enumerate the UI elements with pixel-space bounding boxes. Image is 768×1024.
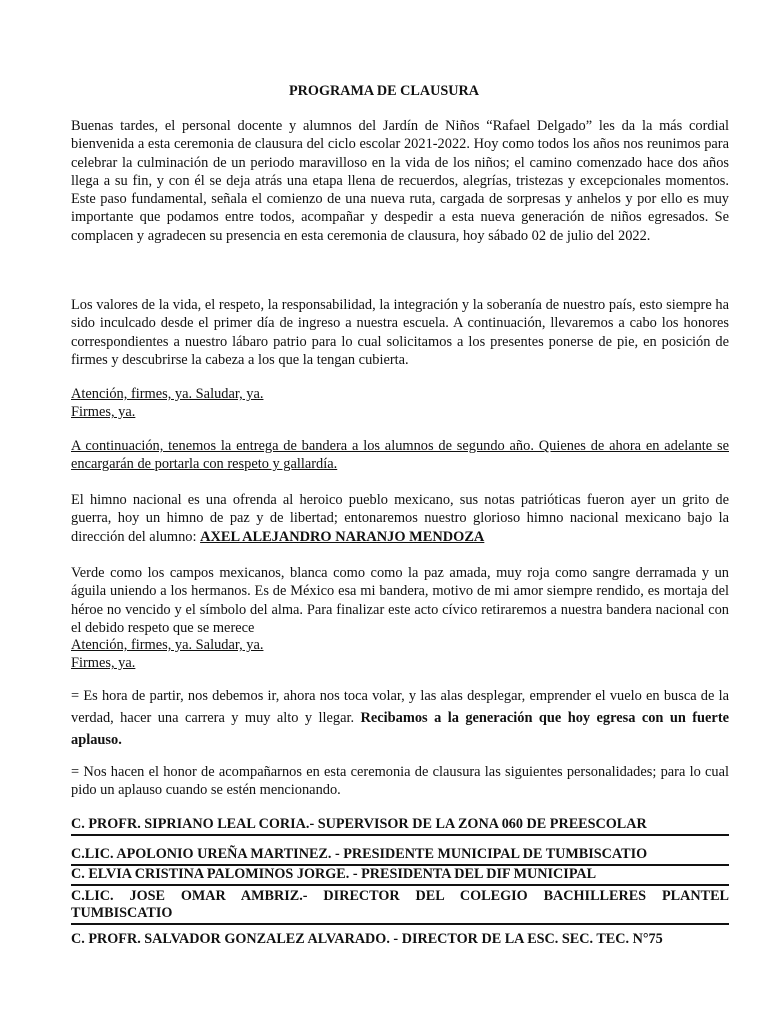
personality-item: C. PROFR. SIPRIANO LEAL CORIA.- SUPERVISOR DE LA ZONA 060 DE PREESCOLAR <box>71 816 729 836</box>
document-title: PROGRAMA DE CLAUSURA <box>289 83 479 99</box>
command-attention-2: Atención, firmes, ya. Saludar, ya. <box>71 637 264 653</box>
student-name: AXEL ALEJANDRO NARANJO MENDOZA <box>200 528 485 545</box>
farewell-applause: Recibamos a la generación que hoy egresa con un fuerte aplauso. <box>71 710 729 748</box>
anthem-text: El himno nacional es una ofrenda al heroico pueblo mexicano, sus notas patrióticas fueron ayer un grito de guerra, hoy un himno de paz y de libertad; entonaremos nuestro glorioso himno nacional mexicano bajo la dirección del alumno: <box>71 492 729 545</box>
flag-commands-1 <box>71 385 729 422</box>
flag-paragraph: Verde como los campos mexicanos, blanca como como la paz amada, muy roja como sangre derramada y un águila uniendo a los hermanos. Es de México esa mi bandera, motivo de mi amor siempre rendido, es mortaja del héroe no vencido y el símbolo del alma. Para finalizar este acto cívico retiraremos a nuestra bandera nacional con el debido respeto que se merece <box>71 565 729 636</box>
personality-item: C.LIC. JOSE OMAR AMBRIZ.- DIRECTOR DEL COLEGIO BACHILLERES PLANTEL TUMBISCATIO <box>71 888 729 925</box>
personality-item: C. ELVIA CRISTINA PALOMINOS JORGE. - PRESIDENTA DEL DIF MUNICIPAL <box>71 866 729 886</box>
personality-item: C. PROFR. SALVADOR GONZALEZ ALVARADO. - DIRECTOR DE LA ESC. SEC. TEC. N°75 <box>71 931 663 947</box>
command-firm: Firmes, ya. <box>71 404 136 421</box>
values-paragraph: Los valores de la vida, el respeto, la responsabilidad, la integración y la soberanía de nuestro país, esto siempre ha sido inculcado desde el primer día de ingreso a nuestra escuela. A continuación, llevaremos a cabo los honores correspondientes a nuestro lábaro patrio para lo cual solicitamos a los presentes ponerse de pie, en posición de firmes y descubrirse la cabeza a los que la tengan cubierta. <box>71 297 729 368</box>
welcome-paragraph: Buenas tardes, el personal docente y alumnos del Jardín de Niños “Rafael Delgado” les da la más cordial bienvenida a esta ceremonia de clausura del ciclo escolar 2021-2022. Hoy como todos los años nos reunimos para celebrar la culminación de un periodo maravilloso en la vida de los niños; el camino comenzado hace dos años llega a su fin, y con él se deja atrás una etapa llena de recuerdos, alegrías, tristezas y excepcionales momentos. Este paso fundamental, señala el comienzo de una nueva ruta, cargada de sorpresas y anhelos y por ello es muy importante que podamos entre todos, acompañar y despedir a esta nueva generación de niños egresados. Se complacen y agradecen su presencia en esta ceremonia de clausura, hoy sábado 02 de julio del 2022. <box>71 118 729 244</box>
farewell-paragraph <box>71 685 729 751</box>
anthem-paragraph <box>71 491 729 546</box>
farewell-text: = Es hora de partir, nos debemos ir, ahora nos toca volar, y las alas desplegar, emprender el vuelo en busca de la verdad, hacer una carrera y muy alto y llegar. <box>71 688 729 726</box>
personality-item: C.LIC. APOLONIO UREÑA MARTINEZ. - PRESIDENTE MUNICIPAL DE TUMBISCATIO <box>71 846 729 866</box>
command-attention: Atención, firmes, ya. Saludar, ya. <box>71 386 264 402</box>
guests-paragraph: = Nos hacen el honor de acompañarnos en esta ceremonia de clausura las siguientes personalidades; para lo cual pido un aplauso cuando se estén mencionando. <box>71 764 729 799</box>
flag-commands-2 <box>71 636 729 673</box>
command-firm-2: Firmes, ya. <box>71 655 136 672</box>
flag-delivery-paragraph: A continuación, tenemos la entrega de bandera a los alumnos de segundo año. Quienes de ahora en adelante se encargarán de portarla con respeto y gallardía. <box>71 438 729 473</box>
